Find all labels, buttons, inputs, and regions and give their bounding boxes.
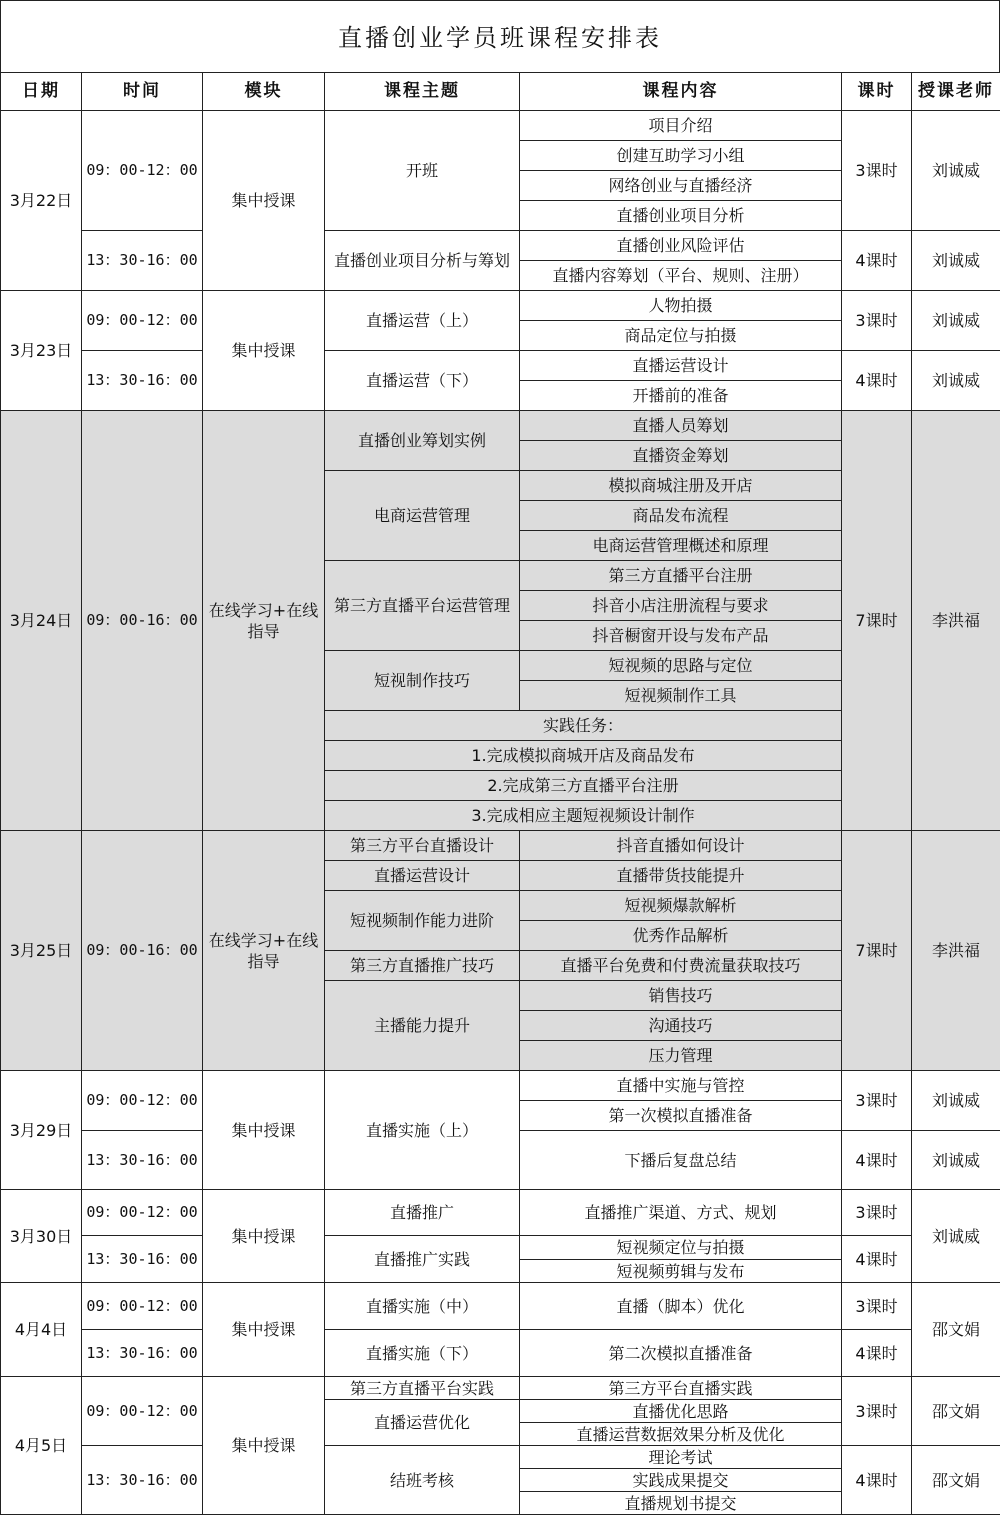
content-cell: 网络创业与直播经济 (520, 171, 842, 201)
date-cell: 3月24日 (1, 411, 82, 831)
hours-cell: 4课时 (842, 1330, 912, 1377)
time-cell: 13：30-16：00 (82, 1131, 203, 1190)
date-cell: 3月22日 (1, 111, 82, 291)
content-cell: 项目介绍 (520, 111, 842, 141)
time-cell: 09：00-12：00 (82, 1190, 203, 1236)
module-cell: 集中授课 (203, 1377, 325, 1515)
table-row (1, 411, 1000, 441)
table-row (1, 1071, 1000, 1101)
content-cell: 短视频的思路与定位 (520, 651, 842, 681)
content-cell: 压力管理 (520, 1041, 842, 1071)
content-cell: 下播后复盘总结 (520, 1131, 842, 1190)
topic-cell: 直播运营（下） (325, 351, 520, 411)
hours-cell: 3课时 (842, 111, 912, 231)
content-cell: 第三方平台直播实践 (520, 1377, 842, 1400)
topic-cell: 短视频制作能力进阶 (325, 891, 520, 951)
task-cell: 2.完成第三方直播平台注册 (325, 771, 842, 801)
time-cell: 13：30-16：00 (82, 1330, 203, 1377)
content-cell: 电商运营管理概述和原理 (520, 531, 842, 561)
module-cell: 在线学习+在线指导 (203, 831, 325, 1071)
content-cell: 直播带货技能提升 (520, 861, 842, 891)
table-row (1, 1446, 1000, 1469)
teacher-cell: 邵文娟 (912, 1283, 1000, 1377)
date-cell: 3月25日 (1, 831, 82, 1071)
module-cell: 集中授课 (203, 1190, 325, 1283)
hours-cell: 3课时 (842, 1190, 912, 1236)
teacher-cell: 李洪福 (912, 831, 1000, 1071)
content-cell: 直播创业风险评估 (520, 231, 842, 261)
module-cell: 集中授课 (203, 1071, 325, 1190)
table-row (1, 831, 1000, 861)
content-cell: 沟通技巧 (520, 1011, 842, 1041)
table-row (1, 1283, 1000, 1330)
topic-cell: 第三方直播平台运营管理 (325, 561, 520, 651)
table-row (1, 1330, 1000, 1377)
content-cell: 模拟商城注册及开店 (520, 471, 842, 501)
topic-cell: 直播运营（上） (325, 291, 520, 351)
topic-cell: 直播推广实践 (325, 1236, 520, 1283)
time-cell: 09：00-16：00 (82, 411, 203, 831)
content-cell: 抖音直播如何设计 (520, 831, 842, 861)
date-cell: 3月30日 (1, 1190, 82, 1283)
teacher-cell: 刘诚威 (912, 231, 1000, 291)
task-cell: 3.完成相应主题短视频设计制作 (325, 801, 842, 831)
content-cell: 商品发布流程 (520, 501, 842, 531)
page-title: 直播创业学员班课程安排表 (0, 0, 1000, 72)
teacher-cell: 刘诚威 (912, 291, 1000, 351)
content-cell: 销售技巧 (520, 981, 842, 1011)
topic-cell: 直播推广 (325, 1190, 520, 1236)
table-row (1, 231, 1000, 261)
content-cell: 直播平台免费和付费流量获取技巧 (520, 951, 842, 981)
content-cell: 短视频爆款解析 (520, 891, 842, 921)
time-cell: 09：00-12：00 (82, 1071, 203, 1131)
table-row (1, 1190, 1000, 1236)
content-cell: 直播内容筹划（平台、规则、注册） (520, 261, 842, 291)
header-date: 日期 (1, 73, 82, 111)
hours-cell: 4课时 (842, 1446, 912, 1515)
hours-cell: 4课时 (842, 351, 912, 411)
content-cell: 开播前的准备 (520, 381, 842, 411)
schedule-table (0, 72, 1000, 1515)
topic-cell: 直播运营设计 (325, 861, 520, 891)
teacher-cell: 邵文娟 (912, 1377, 1000, 1446)
content-cell: 直播中实施与管控 (520, 1071, 842, 1101)
time-cell: 09：00-12：00 (82, 1283, 203, 1330)
teacher-cell: 刘诚威 (912, 1071, 1000, 1131)
hours-cell: 3课时 (842, 1377, 912, 1446)
topic-cell: 电商运营管理 (325, 471, 520, 561)
topic-cell: 直播创业筹划实例 (325, 411, 520, 471)
module-cell: 集中授课 (203, 1283, 325, 1377)
topic-cell: 短视制作技巧 (325, 651, 520, 711)
time-cell: 13：30-16：00 (82, 231, 203, 291)
content-cell: 直播优化思路 (520, 1400, 842, 1423)
date-cell: 3月23日 (1, 291, 82, 411)
hours-cell: 3课时 (842, 1283, 912, 1330)
date-cell: 3月29日 (1, 1071, 82, 1190)
table-row (1, 291, 1000, 321)
teacher-cell: 刘诚威 (912, 351, 1000, 411)
content-cell: 抖音小店注册流程与要求 (520, 591, 842, 621)
content-cell: 直播（脚本）优化 (520, 1283, 842, 1330)
time-cell: 13：30-16：00 (82, 351, 203, 411)
teacher-cell: 刘诚威 (912, 1131, 1000, 1190)
header-row (1, 73, 1000, 111)
header-content: 课程内容 (520, 73, 842, 111)
hours-cell: 4课时 (842, 1236, 912, 1283)
header-module: 模块 (203, 73, 325, 111)
time-cell: 09：00-12：00 (82, 111, 203, 231)
module-cell: 集中授课 (203, 111, 325, 291)
topic-cell: 主播能力提升 (325, 981, 520, 1071)
topic-cell: 直播实施（上） (325, 1071, 520, 1190)
content-cell: 优秀作品解析 (520, 921, 842, 951)
topic-cell: 结班考核 (325, 1446, 520, 1515)
time-cell: 09：00-12：00 (82, 291, 203, 351)
topic-cell: 直播实施（中） (325, 1283, 520, 1330)
content-cell: 第三方直播平台注册 (520, 561, 842, 591)
time-cell: 13：30-16：00 (82, 1236, 203, 1283)
topic-cell: 第三方平台直播设计 (325, 831, 520, 861)
content-cell: 短视频制作工具 (520, 681, 842, 711)
module-cell: 集中授课 (203, 291, 325, 411)
topic-cell: 开班 (325, 111, 520, 231)
module-cell: 在线学习+在线指导 (203, 411, 325, 831)
table-row (1, 1377, 1000, 1400)
content-cell: 抖音橱窗开设与发布产品 (520, 621, 842, 651)
task-cell: 1.完成模拟商城开店及商品发布 (325, 741, 842, 771)
topic-cell: 第三方直播推广技巧 (325, 951, 520, 981)
hours-cell: 4课时 (842, 231, 912, 291)
content-cell: 商品定位与拍摄 (520, 321, 842, 351)
time-cell: 09：00-12：00 (82, 1377, 203, 1446)
content-cell: 第二次模拟直播准备 (520, 1330, 842, 1377)
content-cell: 直播运营数据效果分析及优化 (520, 1423, 842, 1446)
content-cell: 直播人员筹划 (520, 411, 842, 441)
hours-cell: 4课时 (842, 1131, 912, 1190)
content-cell: 人物拍摄 (520, 291, 842, 321)
table-row (1, 111, 1000, 141)
time-cell: 13：30-16：00 (82, 1446, 203, 1515)
content-cell: 直播推广渠道、方式、规划 (520, 1190, 842, 1236)
hours-cell: 7课时 (842, 831, 912, 1071)
topic-cell: 直播运营优化 (325, 1400, 520, 1446)
header-hours: 课时 (842, 73, 912, 111)
content-cell: 直播运营设计 (520, 351, 842, 381)
hours-cell: 3课时 (842, 291, 912, 351)
content-cell: 实践成果提交 (520, 1469, 842, 1492)
header-teacher: 授课老师 (912, 73, 1000, 111)
teacher-cell: 邵文娟 (912, 1446, 1000, 1515)
topic-cell: 直播创业项目分析与筹划 (325, 231, 520, 291)
content-cell: 第一次模拟直播准备 (520, 1101, 842, 1131)
content-cell: 创建互助学习小组 (520, 141, 842, 171)
date-cell: 4月4日 (1, 1283, 82, 1377)
content-cell: 直播创业项目分析 (520, 201, 842, 231)
topic-cell: 第三方直播平台实践 (325, 1377, 520, 1400)
teacher-cell: 刘诚威 (912, 111, 1000, 231)
content-cell: 短视频定位与拍摄 (520, 1236, 842, 1260)
teacher-cell: 刘诚威 (912, 1190, 1000, 1283)
content-cell: 直播资金筹划 (520, 441, 842, 471)
content-cell: 短视频剪辑与发布 (520, 1260, 842, 1283)
task-cell: 实践任务： (325, 711, 842, 741)
header-time: 时间 (82, 73, 203, 111)
content-cell: 理论考试 (520, 1446, 842, 1469)
topic-cell: 直播实施（下） (325, 1330, 520, 1377)
date-cell: 4月5日 (1, 1377, 82, 1515)
hours-cell: 3课时 (842, 1071, 912, 1131)
header-topic: 课程主题 (325, 73, 520, 111)
table-row (1, 351, 1000, 381)
teacher-cell: 李洪福 (912, 411, 1000, 831)
time-cell: 09：00-16：00 (82, 831, 203, 1071)
table-row (1, 1236, 1000, 1260)
hours-cell: 7课时 (842, 411, 912, 831)
content-cell: 直播规划书提交 (520, 1492, 842, 1515)
